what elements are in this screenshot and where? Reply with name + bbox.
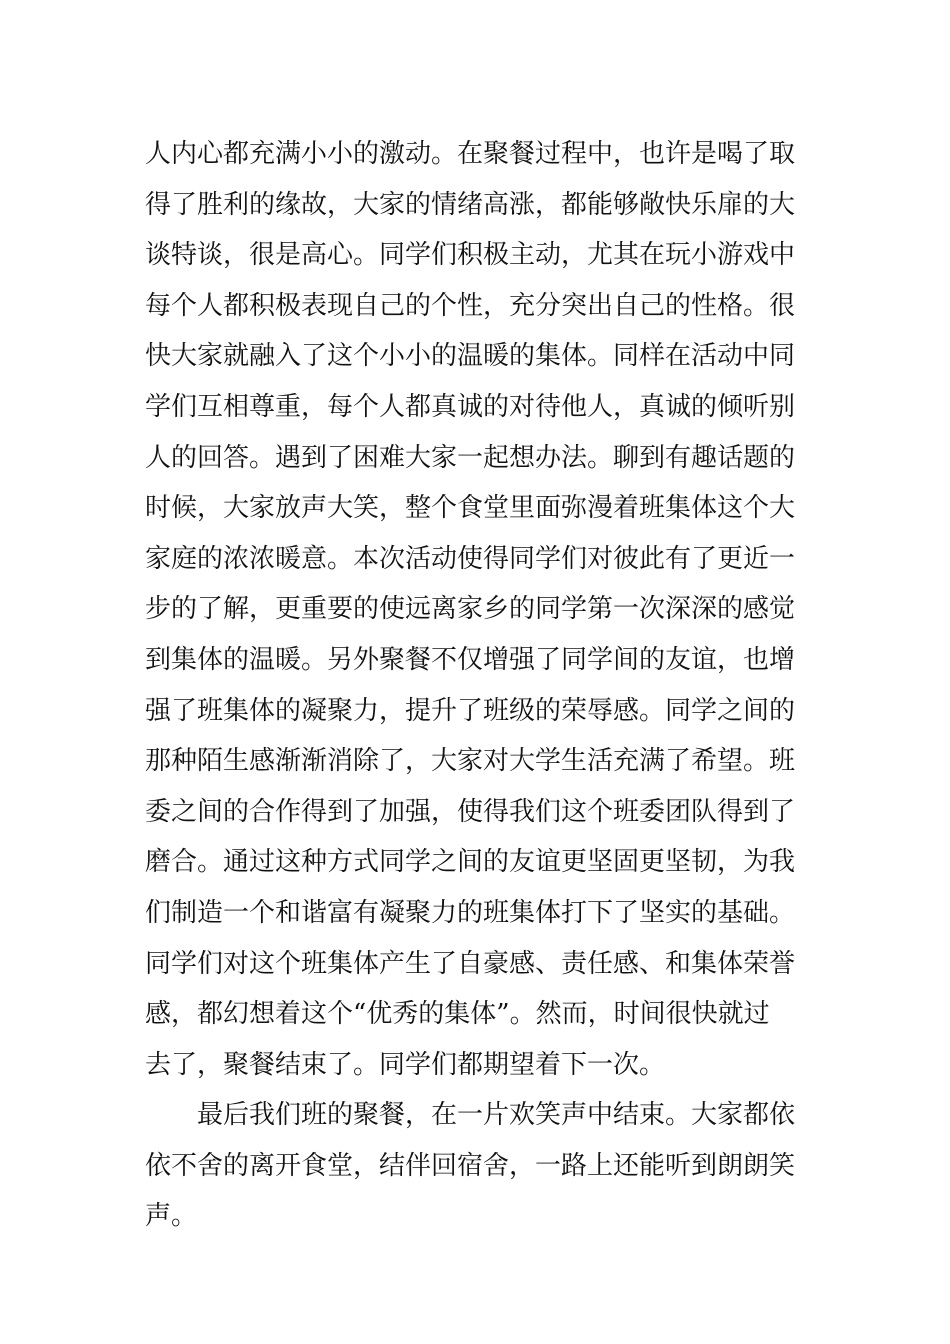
text-line: 步的了解，更重要的使远离家乡的同学第一次深深的感觉 <box>145 594 796 625</box>
text-line: 学们互相尊重，每个人都真诚的对待他人，真诚的倾听别 <box>145 391 796 422</box>
text-line: 磨合。通过这种方式同学之间的友谊更坚固更坚韧，为我 <box>145 847 796 878</box>
text-line: 到集体的温暖。另外聚餐不仅增强了同学间的友谊，也增 <box>145 644 796 675</box>
text-line: 委之间的合作得到了加强，使得我们这个班委团队得到了 <box>145 796 796 827</box>
text-line: 感，都幻想着这个“优秀的集体”。然而，时间很快就过 <box>145 999 770 1030</box>
text-line: 去了，聚餐结束了。同学们都期望着下一次。 <box>145 1049 666 1080</box>
paragraph-2 <box>145 1090 805 1242</box>
text-line: 强了班集体的凝聚力，提升了班级的荣辱感。同学之间的 <box>145 695 796 726</box>
text-line: 得了胜利的缘故，大家的情绪高涨，都能够敞快乐扉的大 <box>145 189 796 220</box>
text-line: 快大家就融入了这个小小的温暖的集体。同样在活动中同 <box>145 341 796 372</box>
text-line: 声。 <box>145 1201 198 1232</box>
text-line: 最后我们班的聚餐，在一片欢笑声中结束。大家都依 <box>197 1100 796 1131</box>
text-line: 那种陌生感渐渐消除了，大家对大学生活充满了希望。班 <box>145 746 796 777</box>
text-line: 们制造一个和谐富有凝聚力的班集体打下了坚实的基础。 <box>145 897 796 928</box>
body-text <box>145 129 805 1242</box>
paragraph-1 <box>145 129 805 1090</box>
text-line: 人内心都充满小小的激动。在聚餐过程中，也许是喝了取 <box>145 139 796 169</box>
text-line: 人的回答。遇到了困难大家一起想办法。聊到有趣话题的 <box>145 442 796 473</box>
text-line: 依不舍的离开食堂，结伴回宿舍，一路上还能听到朗朗笑 <box>145 1150 796 1181</box>
text-line: 同学们对这个班集体产生了自豪感、责任感、和集体荣誉 <box>145 948 796 979</box>
text-line: 每个人都积极表现自己的个性，充分突出自己的性格。很 <box>145 290 796 321</box>
text-line: 时候，大家放声大笑，整个食堂里面弥漫着班集体这个大 <box>145 493 796 524</box>
text-line: 家庭的浓浓暖意。本次活动使得同学们对彼此有了更近一 <box>145 543 796 574</box>
text-line: 谈特谈，很是高心。同学们积极主动，尤其在玩小游戏中 <box>145 240 796 271</box>
